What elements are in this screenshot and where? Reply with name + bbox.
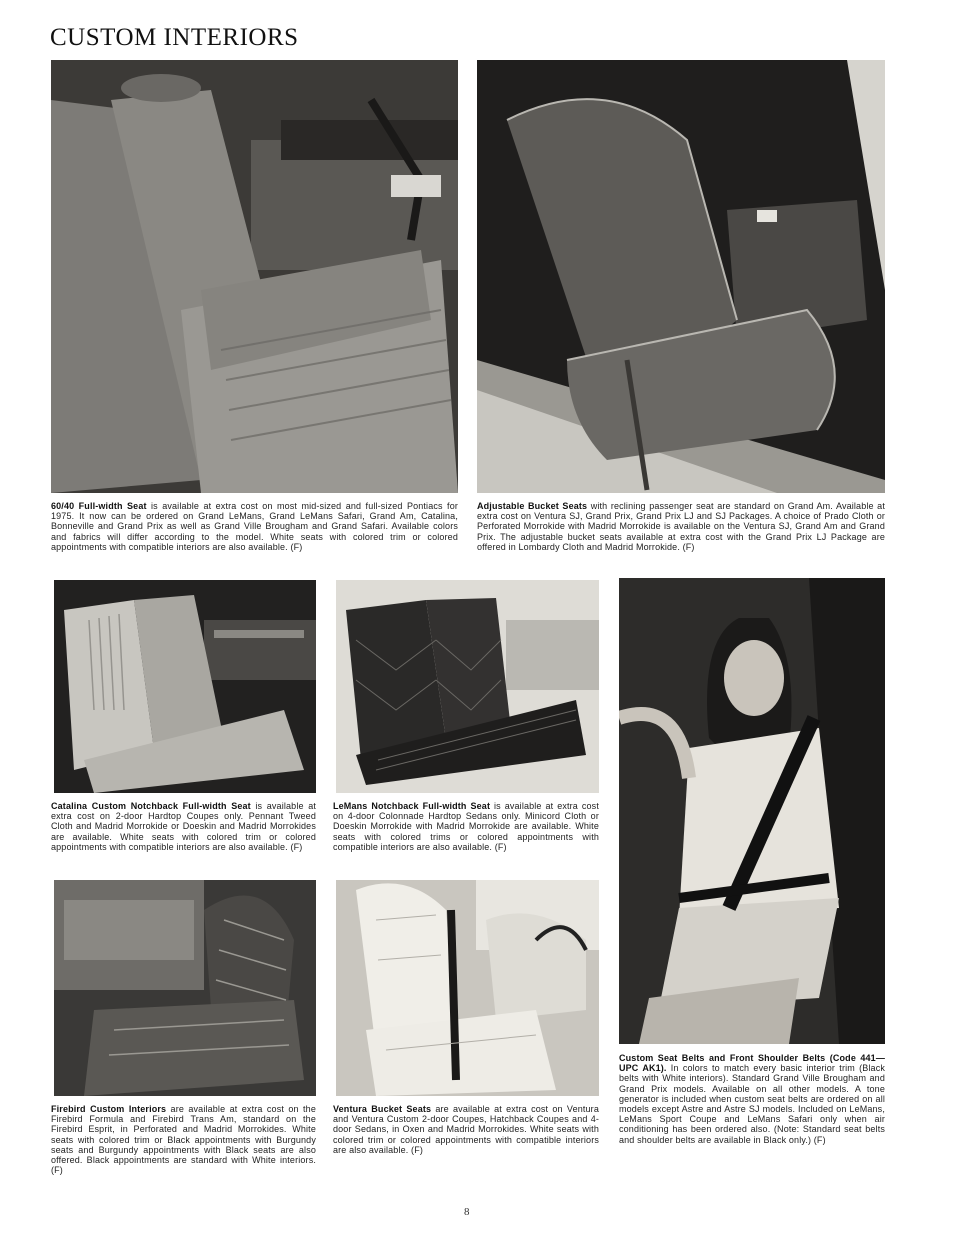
caption-heading: Ventura Bucket Seats bbox=[333, 1104, 432, 1114]
lemans-seat-photo bbox=[336, 580, 599, 793]
caption-body: is available at extra cost on 4-door Colonnade Hardtop Sedans only. Minicord Cloth or Doeskin Morrokide with Madrid Morrokide are available. White seats with colored trims or colored appointments with compatible interiors are also available. (F) bbox=[333, 801, 599, 852]
caption-bucket-seat bbox=[477, 501, 885, 552]
caption-heading: Adjustable Bucket Seats bbox=[477, 501, 588, 511]
ventura-bucket-photo bbox=[336, 880, 599, 1096]
caption-firebird bbox=[51, 1104, 316, 1175]
caption-body: is available at extra cost on most mid-sized and full-sized Pontiacs for 1975. It now can be ordered on Grand LeMans, Grand LeMans Safari, Grand Am, Catalina, Bonneville and Grand Prix as well as Grand Ville Brougham and Grand Safari. Available colors and fabrics will differ according to the model. White seats with colored trim or colored appointments with compatible interiors are also available. (F) bbox=[51, 501, 458, 552]
caption-body: with reclining passenger seat are standard on Grand Am. Available at extra cost on Ventura SJ, Grand Prix, Grand Prix LJ and SJ Packages. A choice of Prado Cloth or Perforated Morrokide with Madrid Morrokide is available on the Ventura SJ, Grand Am and Grand Prix. The adjustable bucket seats available at extra cost with the Grand Prix LJ Package are offered in Lombardy Cloth and Madrid Morrokide. (F) bbox=[477, 501, 885, 552]
caption-bench-seat bbox=[51, 501, 458, 552]
caption-ventura bbox=[333, 1104, 599, 1155]
page-title: CUSTOM INTERIORS bbox=[50, 24, 299, 51]
firebird-interior-photo bbox=[54, 880, 316, 1096]
bucket-seat-photo bbox=[477, 60, 885, 493]
caption-body: is available at extra cost on 2-door Hardtop Coupes only. Pennant Tweed Cloth and Madrid Morrokide or Doeskin and Madrid Morrokides are available. White seats with colored trim or colored appointments with compatible interiors are also available. (F) bbox=[51, 801, 316, 852]
caption-catalina-seat bbox=[51, 801, 316, 852]
bench-seat-photo bbox=[51, 60, 458, 493]
caption-heading: Firebird Custom Interiors bbox=[51, 1104, 167, 1114]
catalina-seat-photo bbox=[54, 580, 316, 793]
caption-heading: LeMans Notchback Full-width Seat bbox=[333, 801, 491, 811]
caption-lemans-seat bbox=[333, 801, 599, 852]
caption-heading: Custom Seat Belts and Front Shoulder Belts (Code 441—UPC AK1). bbox=[619, 1053, 885, 1074]
woman-seat-belt-photo bbox=[619, 578, 885, 1044]
caption-body: are available at extra cost on the Firebird Formula and Firebird Trans Am, standard on the Firebird Esprit, in Perforated and Madrid Morrokides. White seats with colored trim or Black appointments with Burgundy seats and Burgundy appointments with Black seats are also offered. Black appointments are standard with White interiors. (F) bbox=[51, 1104, 316, 1176]
caption-seat-belts bbox=[619, 1053, 885, 1145]
page-number: 8 bbox=[464, 1206, 470, 1218]
caption-body: are available at extra cost on Ventura and Ventura Custom 2-door Coupes, Hatchback Coupes and 4-door Sedans, in Oxen and Madrid Morrokides. White seats with colored trim or colored appointments with compatible interiors are also available. (F) bbox=[333, 1104, 599, 1155]
caption-heading: Catalina Custom Notchback Full-width Seat bbox=[51, 801, 251, 811]
caption-body: In colors to match every basic interior trim (Black belts with White interiors). Standard Grand Ville Brougham and Grand Prix models. Available on all other models. A tone generator is included when custom seat belts are ordered on all models except Astre and Astre SJ models. Included on LeMans, LeMans Sport Coupe and LeMans Safari only when air conditioning has been ordered also. (Note: Standard seat belts and shoulder belts are available in Black only.) (F) bbox=[619, 1063, 886, 1145]
caption-heading: 60/40 Full-width Seat bbox=[51, 501, 147, 511]
